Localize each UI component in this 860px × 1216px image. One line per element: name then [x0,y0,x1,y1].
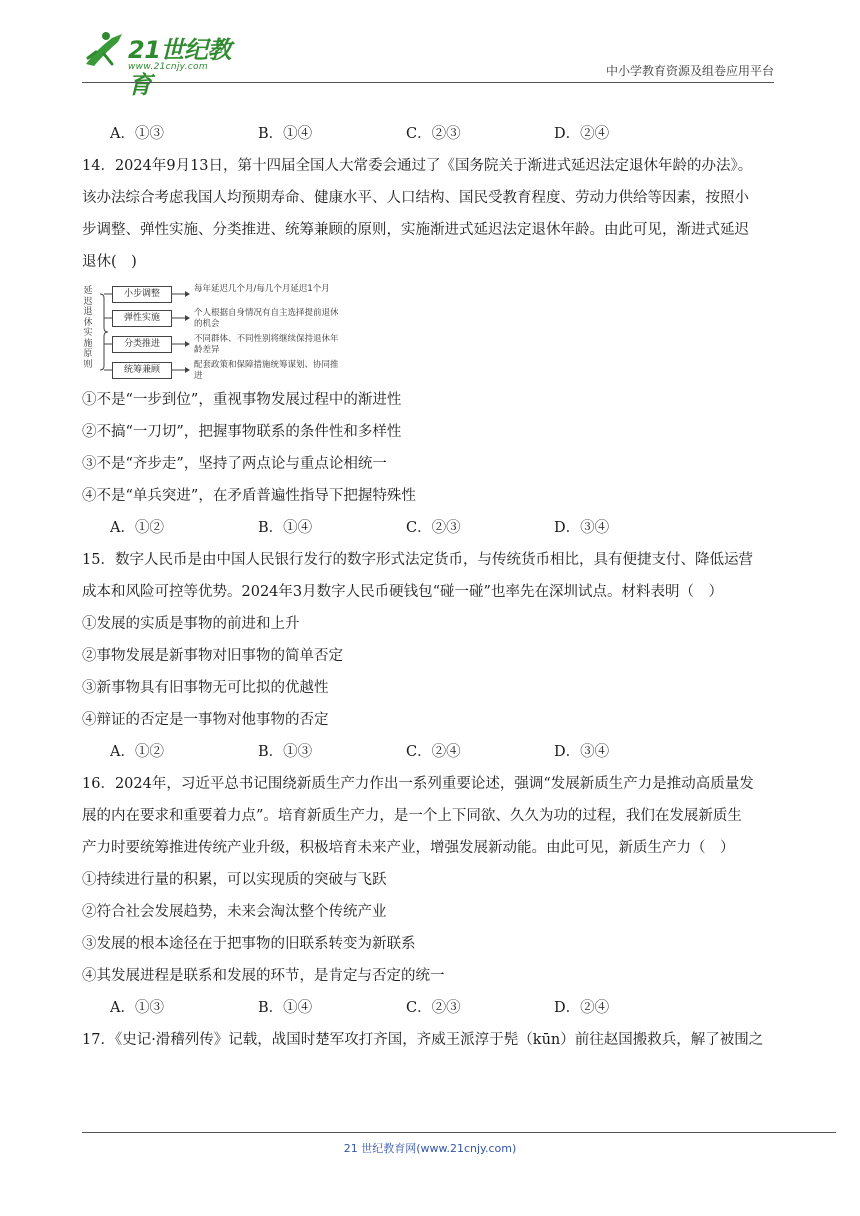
logo-url: www.21cnjy.com [128,62,208,72]
q14-stem-line: 14．2024年9月13日，第十四届全国人大常委会通过了《国务院关于渐进式延迟法定退休年龄的办法》。 [82,158,753,174]
option-a[interactable]: A．①③ [110,1000,164,1016]
question-14 [82,150,780,544]
principle-desc: 个人根据自身情况有自主选择提前退休的机会 [194,308,339,329]
q15-statement: ③新事物具有旧事物无可比拟的优越性 [82,680,329,696]
q17-stem-line: 17．《史记·滑稽列传》记载，战国时楚军攻打齐国，齐威王派淳于髡（kūn）前往赵国搬救兵，解了被围之 [82,1032,764,1048]
option-a[interactable]: A．①② [110,744,164,760]
principle-desc: 配套政策和保障措施统筹谋划、协同推进 [194,360,339,381]
q14-statement: ②不搞“一刀切”，把握事物联系的条件性和多样性 [82,424,402,440]
option-c[interactable]: C．②③ [406,520,461,536]
q16-statement: ③发展的根本途径在于把事物的旧联系转变为新联系 [82,936,416,952]
q15-options [82,736,780,768]
q14-statement: ④不是“单兵突进”，在矛盾普遍性指导下把握特殊性 [82,488,416,504]
header-divider [82,82,774,83]
footer-link[interactable]: 21 世纪教育网(www.21cnjy.com) [343,1142,517,1155]
principle-box: 小步调整 [112,286,172,303]
option-a[interactable]: A．①③ [110,126,164,142]
footer-divider [82,1132,836,1133]
option-c[interactable]: C．②④ [406,744,461,760]
principle-box: 分类推进 [112,336,172,353]
option-d[interactable]: D．③④ [554,744,610,760]
q14-options [82,512,780,544]
runner-logo-icon [82,30,126,72]
diagram-title: 延迟退休实施原则 [83,286,93,370]
q14-stem-line: 该办法综合考虑我国人均预期寿命、健康水平、人口结构、国民受教育程度、劳动力供给等因素，按照小 [82,190,749,206]
logo-text: 21世纪教育 [128,36,231,99]
q15-stem-line: 15．数字人民币是由中国人民银行发行的数字形式法定货币，与传统货币相比，具有便捷支付、降低运营 [82,552,753,568]
option-a[interactable]: A．①② [110,520,164,536]
option-d[interactable]: D．②④ [554,126,610,142]
principle-desc: 每年延迟几个月/每几个月延迟1个月 [194,284,330,294]
q15-statement: ②事物发展是新事物对旧事物的简单否定 [82,648,343,664]
option-b[interactable]: B．①④ [258,520,313,536]
question-17 [82,1024,780,1056]
q16-stem-line: 展的内在要求和重要着力点”。培育新质生产力，是一个上下同欲、久久为功的过程，我们在发展新质生 [82,808,742,824]
option-d[interactable]: D．③④ [554,520,610,536]
q14-stem-line: 步调整、弹性实施、分类推进、统筹兼顾的原则，实施渐进式延迟法定退休年龄。由此可见，渐进式延迟 [82,222,749,238]
option-c[interactable]: C．②③ [406,126,461,142]
principle-box: 弹性实施 [112,310,172,327]
option-d[interactable]: D．②④ [554,1000,610,1016]
q15-stem-line: 成本和风险可控等优势。2024年3月数字人民币硬钱包“碰一碰”也率先在深圳试点。材料表明（ ） [82,584,723,600]
q16-statement: ②符合社会发展趋势，未来会淘汰整个传统产业 [82,904,387,920]
q14-statement: ①不是“一步到位”，重视事物发展过程中的渐进性 [82,392,402,408]
q16-statement: ①持续进行量的积累，可以实现质的突破与飞跃 [82,872,387,888]
platform-name: 中小学教育资源及组卷应用平台 [605,64,774,78]
q16-options [82,992,780,1024]
q15-statement: ④辩证的否定是一事物对他事物的否定 [82,712,329,728]
option-b[interactable]: B．①④ [258,1000,313,1016]
option-b[interactable]: B．①④ [258,126,313,142]
page-header [0,0,860,99]
q16-stem-line: 产力时要统筹推进传统产业升级，积极培育未来产业，增强发展新动能。由此可见，新质生产力（ ） [82,840,735,856]
retirement-principles-diagram [82,284,342,380]
q16-statement: ④其发展进程是联系和发展的环节，是肯定与否定的统一 [82,968,445,984]
q14-statement: ③不是“齐步走”，坚持了两点论与重点论相统一 [82,456,387,472]
option-b[interactable]: B．①③ [258,744,313,760]
q16-stem-line: 16．2024年，习近平总书记围绕新质生产力作出一系列重要论述，强调“发展新质生产力是推动高质量发 [82,776,754,792]
q13-options [82,118,780,150]
q15-statement: ①发展的实质是事物的前进和上升 [82,616,300,632]
site-logo[interactable] [82,30,252,99]
exam-content [82,118,780,1056]
option-c[interactable]: C．②③ [406,1000,461,1016]
q14-stem-line: 退休( ) [82,254,137,270]
question-15 [82,544,780,768]
question-16 [82,768,780,1024]
principle-box: 统筹兼顾 [112,362,172,379]
principle-desc: 不同群体、不同性别将继续保持退休年龄差异 [194,334,339,355]
